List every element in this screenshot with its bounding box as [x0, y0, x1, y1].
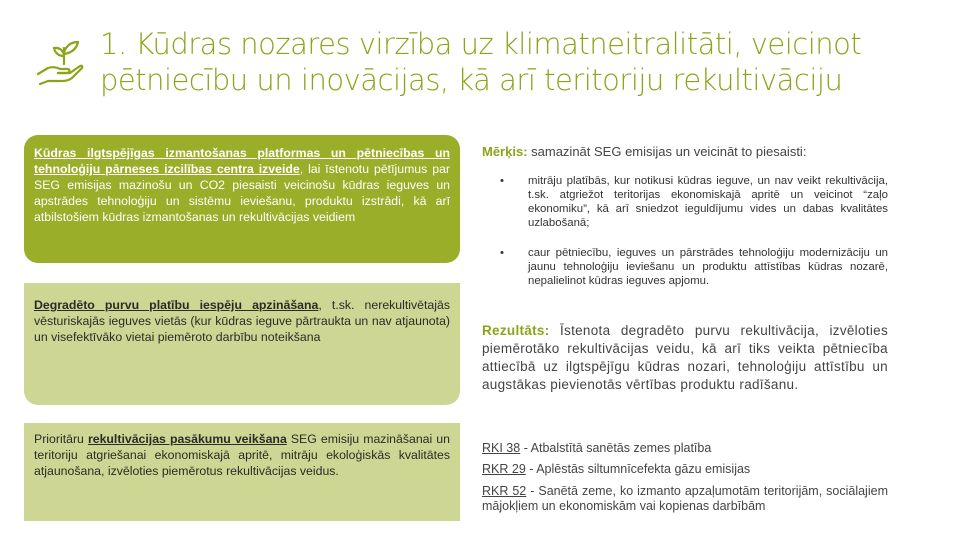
bullet-icon: •: [500, 247, 504, 259]
indicator-text: - Aplēstās siltumnīcefekta gāzu emisijas: [525, 462, 751, 476]
result-label: Rezultāts:: [482, 323, 550, 338]
indicator-item: [482, 438, 888, 459]
degraded-bogs-card: [24, 283, 460, 405]
recultivation-prefix: Prioritāru: [34, 432, 88, 446]
indicator-code: RKI 38: [482, 441, 521, 455]
platform-card: [24, 135, 460, 263]
page-title: 1. Kūdras nozares virzība uz klimatneitralitāti, veicinot pētniecību un inovācijas, kā arī teritoriju rekultivāciju: [100, 27, 862, 97]
platform-card-heading: Kūdras ilgtspējīgas izmantošanas platformas un pētniecības un tehnoloģiju pārneses izcilības centra izveide: [34, 146, 450, 176]
list-item: [500, 246, 888, 288]
recultivation-text: SEG emisiju mazināšanai un teritoriju atgriešanai ekonomiskajā apritē, mitrāju ekoloģiskās kvalitātes atjaunošana, izvēloties piemērotus rekultivācijas veidus.: [34, 432, 450, 478]
list-item: [500, 174, 888, 230]
indicator-text: - Atbalstītā sanētās zemes platība: [520, 441, 712, 455]
hand-with-sprout-icon: [34, 38, 86, 86]
result-section: [482, 322, 888, 394]
indicator-item: [482, 459, 888, 480]
degraded-bogs-heading: Degradēto purvu platību iespēju apzināšana: [34, 298, 319, 312]
result-text: Īstenota degradēto purvu rekultivācija, izvēloties piemērotāko rekultivācijas veidu, kā arī tiks veikta pētniecība attiecībā uz ilgtspējīgu kūdras nozari, tehnoloģiju attīstību un augstākas pievienotās vērtības produktu radīšanu.: [482, 323, 888, 392]
goal-bullets: [500, 174, 888, 304]
bullet-text: mitrāju platībās, kur notikusi kūdras ieguve, un nav veikt rekultivācija, t.sk. atgriežot teritorijas ekonomiskajā apritē un veicinot “zaļo ekonomiku”, kā arī sniedzot ieguldījumu vides un dabas kvalitātes uzlabošanā;: [528, 175, 888, 229]
degraded-bogs-text: , t.sk. nerekultivētajās vēsturiskajās ieguves vietās (kur kūdras ieguve pārtraukta un nav atjaunota) un visefektīvāko vietai piemēroto darbību noteikšana: [34, 298, 450, 344]
indicator-list: [482, 438, 888, 514]
goal-label: Mērķis:: [482, 144, 528, 159]
goal-section: [482, 144, 888, 159]
indicator-code: RKR 52: [482, 484, 527, 498]
bullet-icon: •: [500, 175, 504, 187]
goal-text: samazināt SEG emisijas un veicināt to piesaisti:: [527, 144, 807, 159]
platform-card-text: , lai īstenotu pētījumus par SEG emisijas mazinošu un CO2 piesaisti veicinošu kūdras ieguves un apstrādes tehnoloģiju un sistēmu ieviešanu, produktu izstrādi, kā arī atbilstošiem kūdras izmantošanas un rekultivācijas veidiem: [34, 162, 450, 224]
indicator-item: [482, 484, 888, 514]
indicator-text: - Sanētā zeme, ko izmanto apzaļumotām teritorijām, sociālajiem mājokļiem un ekonomiskām vai kopienas darbībām: [482, 484, 888, 513]
recultivation-heading: rekultivācijas pasākumu veikšana: [87, 432, 287, 446]
bullet-text: caur pētniecību, ieguves un pārstrādes tehnoloģiju modernizāciju un jaunu tehnoloģiju ieviešanu un produktu attīstības kūdras nozarē, nepalielinot kūdras ieguves apjomu.: [528, 247, 888, 287]
recultivation-card: [24, 423, 460, 521]
indicator-code: RKR 29: [482, 462, 526, 476]
